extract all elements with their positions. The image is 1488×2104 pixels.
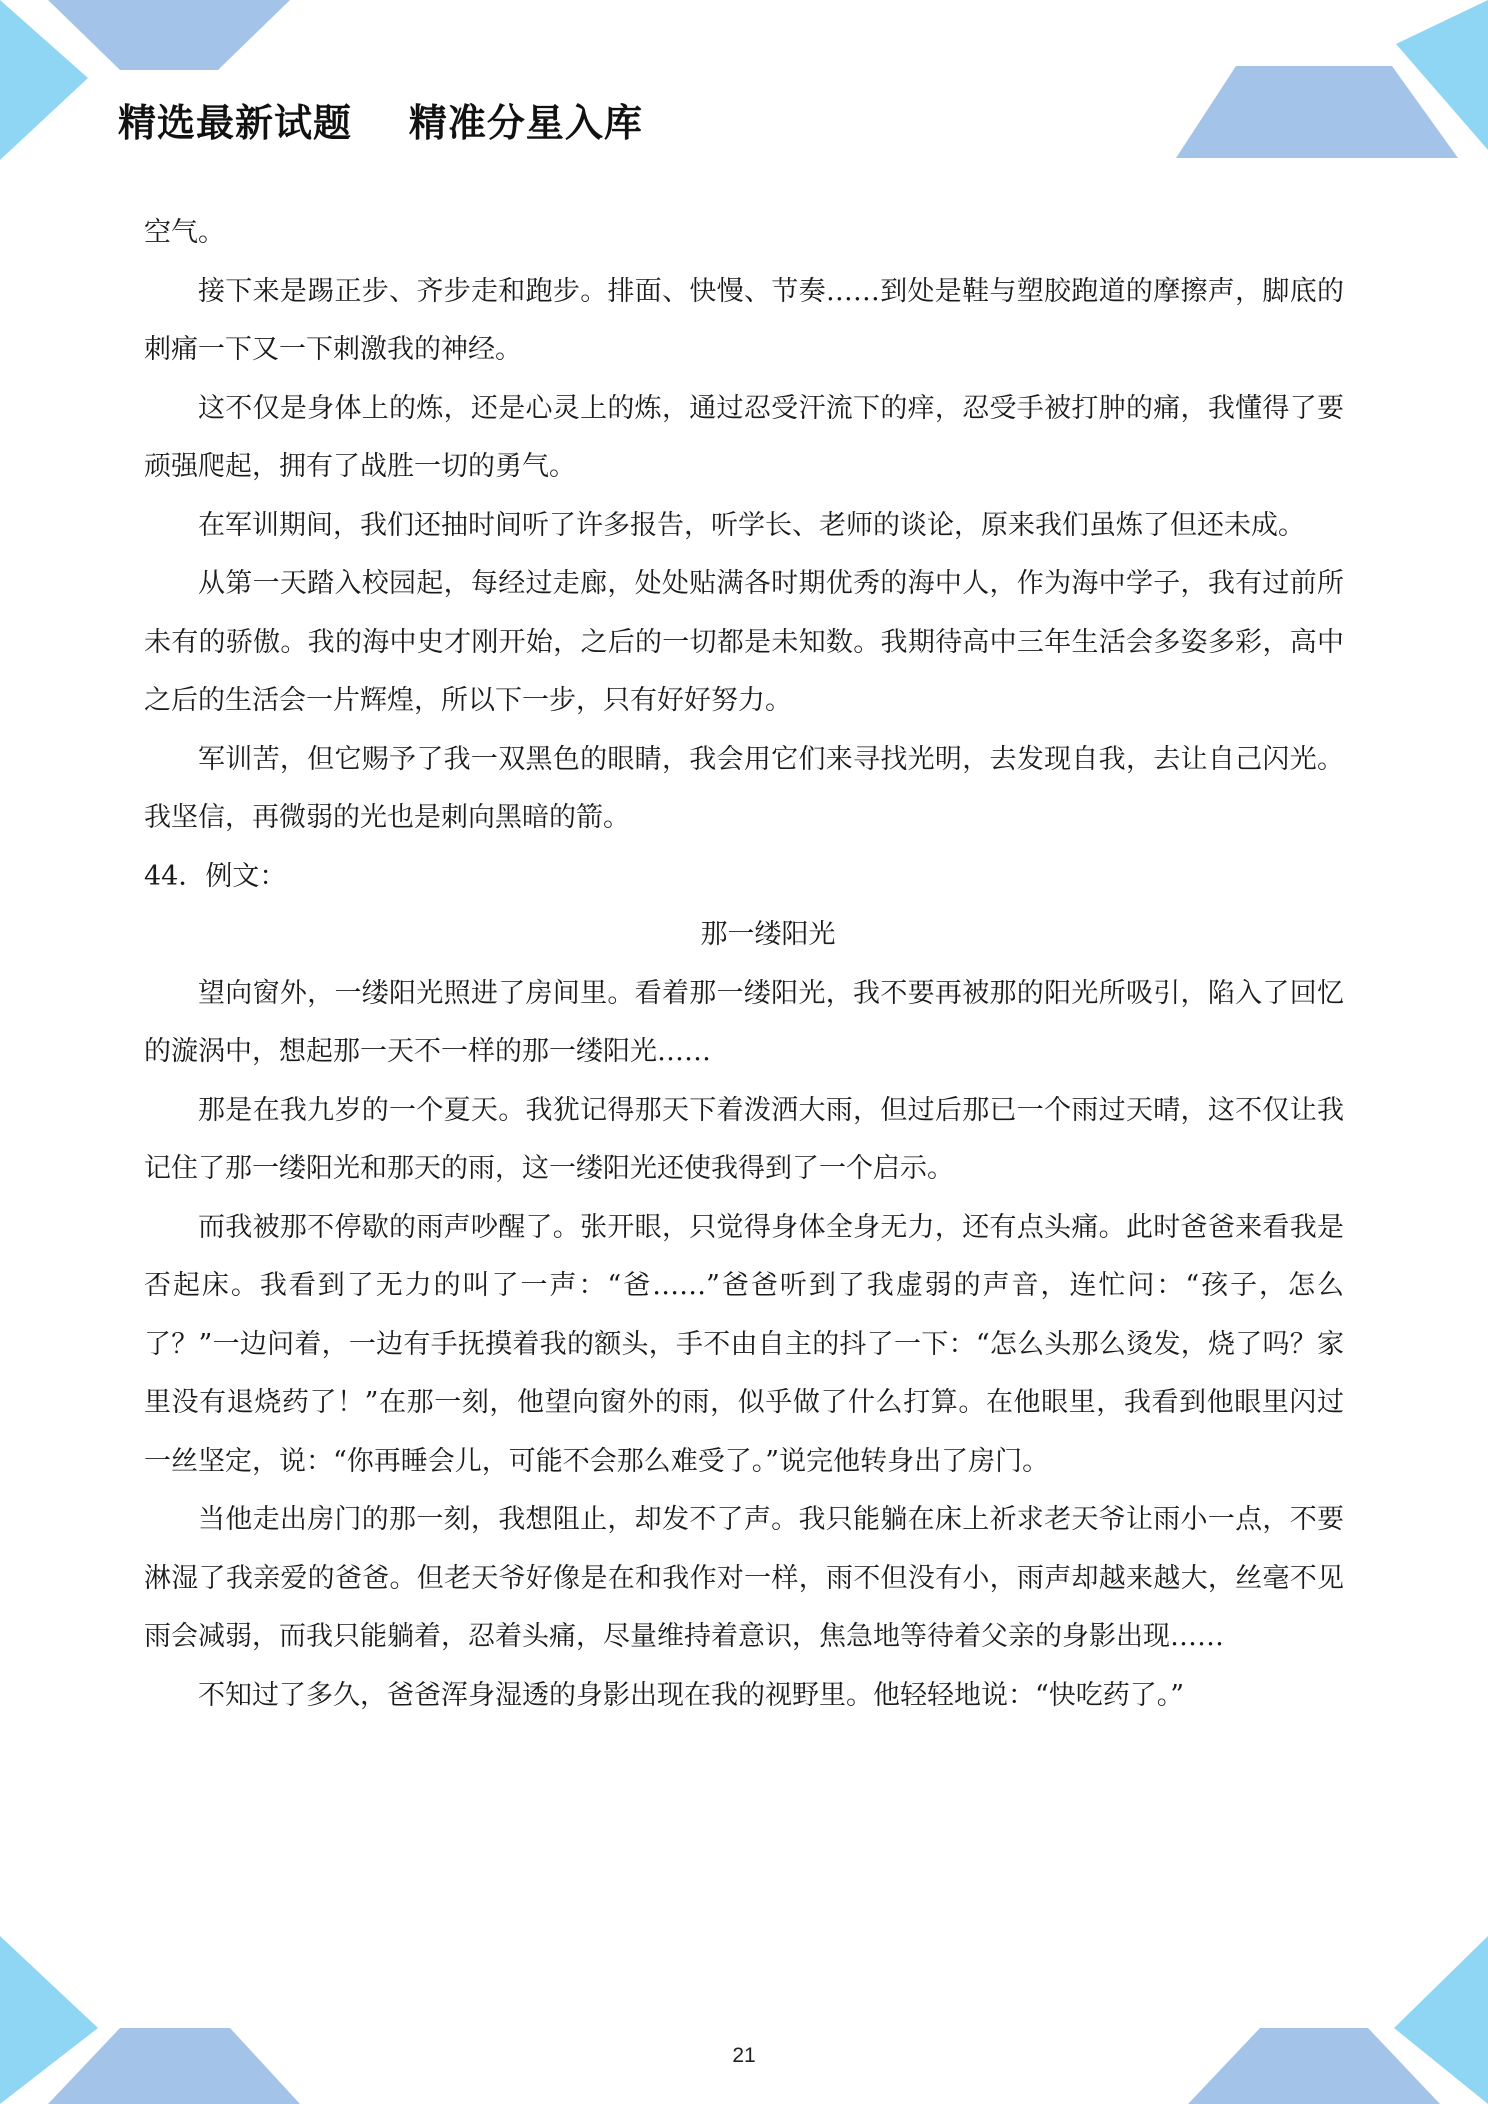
- paragraph: 那是在我九岁的一个夏天。我犹记得那天下着泼洒大雨，但过后那已一个雨过天晴，这不仅让我记住了那一缕阳光和那天的雨，这一缕阳光还使我得到了一个启示。: [144, 1094, 1344, 1184]
- paragraph: 军训苦，但它赐予了我一双黑色的眼睛，我会用它们来寻找光明，去发现自我，去让自己闪光。我坚信，再微弱的光也是刺向黑暗的箭。: [144, 743, 1344, 833]
- question-number: 44．例文：: [144, 860, 287, 892]
- top-right-triangle: [1396, 0, 1488, 150]
- paragraph: 在军训期间，我们还抽时间听了许多报告，听学长、老师的谈论，原来我们虽炼了但还未成。: [198, 509, 1305, 541]
- bottom-right-triangle: [1394, 1936, 1488, 2104]
- top-left-triangle: [0, 0, 88, 160]
- paragraph: 望向窗外，一缕阳光照进了房间里。看着那一缕阳光，我不要再被那的阳光所吸引，陷入了回忆的漩涡中，想起那一天不一样的那一缕阳光……: [144, 977, 1344, 1067]
- essay-title: 那一缕阳光: [700, 919, 836, 950]
- top-right-trapezoid: [1176, 66, 1458, 158]
- document-body: [144, 204, 1344, 1725]
- paragraph: 而我被那不停歇的雨声吵醒了。张开眼，只觉得身体全身无力，还有点头痛。此时爸爸来看我是否起床。我看到了无力的叫了一声：“爸……”爸爸听到了我虚弱的声音，连忙问：“孩子，怎么了？”一边问着，一边有手抚摸着我的额头，手不由自主的抖了一下：“怎么头那么烫发，烧了吗？家里没有退烧药了！”在那一刻，他望向窗外的雨，似乎做了什么打算。在他眼里，我看到他眼里闪过一丝坚定，说：“你再睡会儿，可能不会那么难受了。”说完他转身出了房门。: [144, 1211, 1344, 1477]
- bottom-left-triangle: [0, 1936, 98, 2104]
- header-title: 精选最新试题 精准分星入库: [118, 101, 643, 145]
- paragraph: 接下来是踢正步、齐步走和跑步。排面、快慢、节奏……到处是鞋与塑胶跑道的摩擦声，脚底的刺痛一下又一下刺激我的神经。: [144, 275, 1344, 365]
- paragraph: 当他走出房门的那一刻，我想阻止，却发不了声。我只能躺在床上祈求老天爷让雨小一点，不要淋湿了我亲爱的爸爸。但老天爷好像是在和我作对一样，雨不但没有小，雨声却越来越大，丝毫不见雨会减弱，而我只能躺着，忍着头痛，尽量维持着意识，焦急地等待着父亲的身影出现……: [144, 1504, 1344, 1652]
- paragraph: 空气。: [144, 217, 225, 248]
- page-number: 21: [732, 2044, 756, 2067]
- paragraph: 这不仅是身体上的炼，还是心灵上的炼，通过忍受汗流下的痒，忍受手被打肿的痛，我懂得了要顽强爬起，拥有了战胜一切的勇气。: [144, 392, 1344, 482]
- top-left-trapezoid: [48, 0, 290, 70]
- paragraph: 不知过了多久，爸爸浑身湿透的身影出现在我的视野里。他轻轻地说：“快吃药了。”: [198, 1679, 1185, 1711]
- paragraph: 从第一天踏入校园起，每经过走廊，处处贴满各时期优秀的海中人，作为海中学子，我有过前所未有的骄傲。我的海中史才刚开始，之后的一切都是未知数。我期待高中三年生活会多姿多彩，高中之后的生活会一片辉煌，所以下一步，只有好好努力。: [144, 568, 1344, 716]
